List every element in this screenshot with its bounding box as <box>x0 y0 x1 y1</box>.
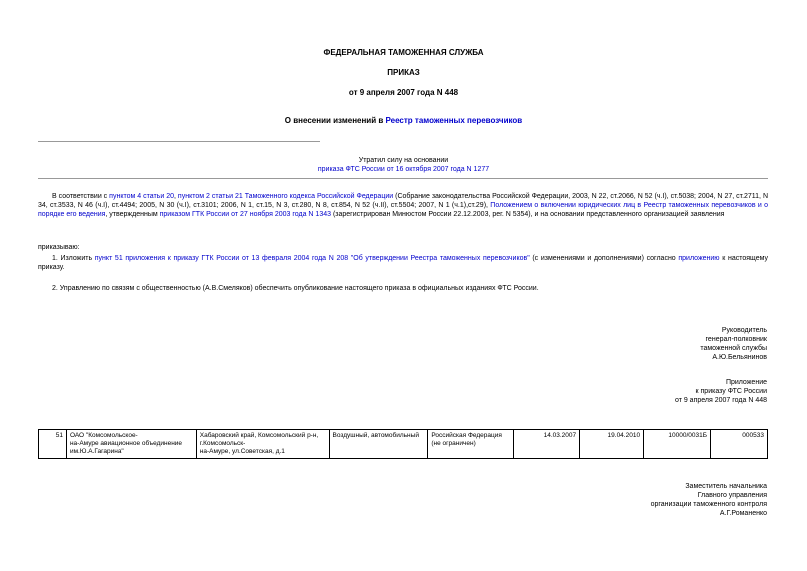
signature-line: Заместитель начальника <box>685 483 767 490</box>
preamble-text: (зарегистрирован Минюстом России 22.12.2003, рег. N 5354), и на основании представленного организацией заявления <box>331 211 725 218</box>
law-link-customs-code[interactable]: пунктом 2 статьи 21 Таможенного кодекса Российской Федерации <box>177 193 394 200</box>
gtk-appendix-link[interactable]: пункт 51 приложения к приказу ГТК России от 13 февраля 2004 года N 208 "Об утверждении Реестра таможенных перевозчиков" <box>94 255 530 262</box>
cell-line: г.Комсомольск- <box>199 440 246 447</box>
cell-date-to: 19.04.2010 <box>580 430 644 459</box>
expired-note: Утратил силу на основании <box>358 157 449 164</box>
item-text: (с изменениями и дополнениями) согласно <box>529 255 679 262</box>
signature-line: А.Ю.Бельянинов <box>712 354 767 361</box>
item-text: к настоящему приказу. <box>38 255 768 271</box>
cell-certificate: 10000/0031Б <box>644 430 711 459</box>
cell-line: ОАО "Комсомольское- <box>69 432 138 439</box>
regulation-link[interactable]: Положением о включении юридических лиц в Реестр таможенных перевозчиков и о порядке его ведения <box>38 202 768 218</box>
cell-transport: Воздушный, автомобильный <box>329 430 428 459</box>
preamble-text: В соответствии с <box>52 193 110 200</box>
cell-organization <box>66 430 196 459</box>
item-text: 2. Управлению по связям с общественностью (А.В.Смеляков) обеспечить опубликование настоящего приказа в официальных изданиях ФТС России. <box>52 285 539 292</box>
table-row <box>39 430 768 459</box>
order-item-2 <box>38 284 768 293</box>
divider <box>38 141 320 142</box>
cell-number: 51 <box>39 430 67 459</box>
signature-line: организации таможенного контроля <box>650 501 767 508</box>
document-type: ПРИКАЗ <box>387 68 420 77</box>
appendix-line: Приложение <box>725 379 767 386</box>
item-text: 1. Изложить <box>52 255 95 262</box>
registry-table <box>38 429 768 459</box>
appendix-header <box>675 378 767 405</box>
signature-block-head <box>700 326 767 362</box>
title-prefix: О внесении изменений в <box>284 116 386 125</box>
preamble-text: , <box>174 193 178 200</box>
appendix-link[interactable]: приложению <box>678 255 720 262</box>
expired-order-link-row <box>0 165 807 174</box>
gtk-order-link[interactable]: приказом ГТК России от 27 ноября 2003 года N 1343 <box>159 211 332 218</box>
cell-line: им.Ю.А.Гагарина" <box>69 448 124 455</box>
cell-territory <box>428 430 514 459</box>
agency-heading: ФЕДЕРАЛЬНАЯ ТАМОЖЕННАЯ СЛУЖБА <box>323 48 484 57</box>
cell-address <box>196 430 329 459</box>
signature-line: Главного управления <box>697 492 767 499</box>
preamble-text: (Собрание законодательства Российской Федерации, 2003, N 22, ст.2066, N 52 (ч.I), ст.5038; 2004, N 27, ст.2711, N 34, ст.3533, N 46 (ч.I), ст.4494; 2005, N 30 (ч.I), ст.3101; 2006, N 1, ст.15, N 3, ст.280, N 8, ст.854, N 52 (ч.II), ст.5504; 2007, N 1 (ч.1),ст.29), <box>38 193 769 209</box>
cell-line: Российская Федерация <box>431 432 502 439</box>
expired-order-link[interactable]: приказа ФТС России от 16 октября 2007 года N 1277 <box>317 166 490 173</box>
cell-date-from: 14.03.2007 <box>514 430 580 459</box>
document-date: от 9 апреля 2007 года N 448 <box>348 88 459 97</box>
order-item-1 <box>38 254 768 272</box>
cell-line: на-Амуре авиационное объединение <box>69 440 183 447</box>
signature-line: А.Г.Романенко <box>719 510 767 517</box>
signature-line: таможенной службы <box>700 345 767 352</box>
cell-line: Хабаровский край, Комсомольский р-н, <box>199 432 319 439</box>
cell-line: на-Амуре, ул.Советская, д.1 <box>199 448 285 455</box>
law-link-article-20[interactable]: пунктом 4 статьи 20 <box>109 193 174 200</box>
appendix-line: к приказу ФТС России <box>695 388 767 395</box>
appendix-line: от 9 апреля 2007 года N 448 <box>674 397 767 404</box>
order-word: приказываю: <box>38 244 80 251</box>
cell-line: (не ограничен) <box>431 440 476 447</box>
registry-link[interactable]: Реестр таможенных перевозчиков <box>385 116 523 125</box>
preamble <box>38 192 768 219</box>
divider <box>38 178 768 179</box>
document-title <box>0 116 807 125</box>
cell-reg-number: 000533 <box>711 430 768 459</box>
signature-block-deputy <box>651 482 767 518</box>
signature-line: генерал-полковник <box>705 336 767 343</box>
preamble-text: , утвержденным <box>105 211 160 218</box>
signature-line: Руководитель <box>721 327 767 334</box>
